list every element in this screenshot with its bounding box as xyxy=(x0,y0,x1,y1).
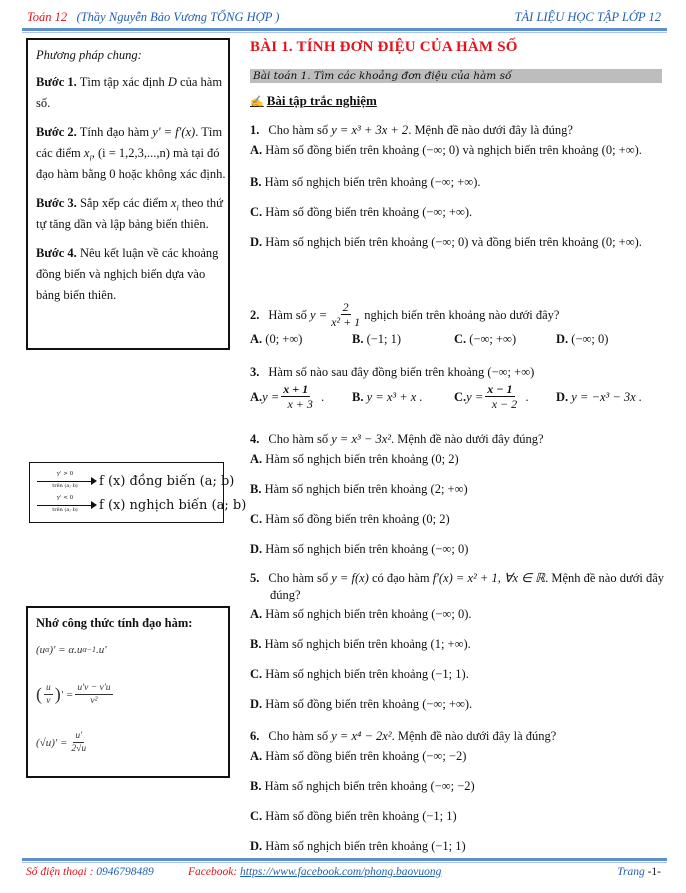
formula-quotient-rule: ( $\frac{u}{v}$ ) ′ = $\frac{u'v - v'u}{\text{v²}}$ xyxy=(36,683,111,706)
step-text: Tìm tập xác định xyxy=(76,75,168,89)
question-text: Cho hàm số xyxy=(268,432,332,446)
option-label: C. xyxy=(250,667,263,681)
formula-part: u'v − v'u xyxy=(77,683,111,693)
question-text: nghịch biến trên khoảng nào dưới đây? xyxy=(364,307,560,322)
question-text: Hàm số xyxy=(268,307,307,322)
answer-option[interactable] xyxy=(454,329,556,349)
option-label: B. xyxy=(352,389,364,404)
question-number: 1. xyxy=(250,123,260,137)
footer-page-number xyxy=(617,866,661,878)
formula-title: Nhớ công thức tính đạo hàm: xyxy=(36,616,193,630)
answer-option[interactable] xyxy=(250,479,665,499)
answer-option[interactable] xyxy=(556,329,608,349)
fraction-numerator: x + 1 xyxy=(283,382,309,396)
step-label: Bước 2. xyxy=(36,125,77,139)
option-text: Hàm số đồng biến trên khoảng (−∞; 0) và nghịch biến trên khoảng (0; +∞). xyxy=(262,143,642,157)
question-5 xyxy=(250,570,665,714)
question-math: y = f(x) xyxy=(331,571,369,585)
option-label: D. xyxy=(250,235,263,249)
option-label: C. xyxy=(250,512,263,526)
fraction-numerator: 2 xyxy=(342,300,349,314)
step-math-sub: i xyxy=(89,153,92,163)
question-text: Cho hàm số xyxy=(268,571,332,585)
rule-condition: y' > 0 xyxy=(56,471,74,477)
option-label: D. xyxy=(250,697,263,711)
question-number: 2. xyxy=(250,307,260,322)
answer-option[interactable] xyxy=(556,387,642,407)
option-text: . xyxy=(321,389,325,404)
implies-arrow-icon xyxy=(37,495,97,515)
answer-option[interactable] xyxy=(250,806,665,826)
formula-power-rule: (u α )' = α.u α−1 .u' xyxy=(36,644,107,656)
rule-decreasing xyxy=(37,494,246,516)
question-math: y = x³ + 3x + 2 xyxy=(331,123,409,137)
option-math: y = xyxy=(466,389,484,404)
header-subject: Toán 12 xyxy=(27,10,68,24)
rule-domain: trên (a; b) xyxy=(52,507,78,513)
step-text: Nêu kết luận về các khoảng đồng biến và nghịch biến dựa vào bảng biến thiên. xyxy=(36,246,219,302)
implies-arrow-icon xyxy=(37,471,97,491)
option-text: (0; +∞) xyxy=(262,332,303,346)
question-text: Hàm số nào sau đây đồng biến trên khoảng (−∞; +∞) xyxy=(268,365,535,379)
answer-option[interactable] xyxy=(250,329,352,349)
rule-domain: trên (a; b) xyxy=(52,483,78,489)
phone-number: 0946798489 xyxy=(96,866,154,878)
answer-option[interactable] xyxy=(352,387,454,407)
option-label: B. xyxy=(352,332,364,346)
option-text: Hàm số đồng biến trên khoảng (0; 2) xyxy=(262,512,450,526)
option-label: A. xyxy=(250,452,263,466)
option-text: (−∞; +∞) xyxy=(466,332,517,346)
formula-sqrt-rule xyxy=(36,730,90,755)
option-text: Hàm số nghịch biến trên khoảng (−∞; 0) và đồng biến trên khoảng (0; +∞). xyxy=(262,235,642,249)
option-text: Hàm số nghịch biến trên khoảng (2; +∞) xyxy=(261,482,468,496)
step-text: Tính đạo hàm xyxy=(76,125,153,139)
question-text: . Mệnh đề nào dưới đây đúng? xyxy=(391,432,544,446)
method-step-3 xyxy=(36,193,228,235)
option-text: Hàm số nghịch biến trên khoảng (−∞; 0). xyxy=(262,607,472,621)
problem-subheading: Bài toán 1. Tìm các khoảng đơn điệu của hàm số xyxy=(250,69,662,83)
option-math: y = xyxy=(262,389,280,404)
option-text: (−∞; 0) xyxy=(568,332,609,346)
method-box xyxy=(26,38,230,350)
formula-part: (√u)' = xyxy=(36,736,68,749)
footer-divider xyxy=(22,858,667,861)
option-math: y = x³ + x . xyxy=(363,389,423,404)
answer-options-row xyxy=(250,329,665,349)
question-stem xyxy=(250,570,665,604)
option-label: D. xyxy=(250,542,263,556)
question-1 xyxy=(250,120,665,252)
header-document-title: TÀI LIỆU HỌC TẬP LỚP 12 xyxy=(514,10,661,24)
rule-result: f (x) nghịch biến (a; b) xyxy=(99,497,247,513)
option-label: C. xyxy=(454,389,467,404)
option-text: Hàm số nghịch biến trên khoảng (−∞; 0) xyxy=(262,542,469,556)
option-label: A. xyxy=(250,749,263,763)
header-author: (Thầy Nguyễn Bảo Vương TỔNG HỢP ) xyxy=(76,10,280,24)
step-math-sub: i xyxy=(176,203,179,213)
formula-part: v² xyxy=(90,696,98,706)
method-step-2 xyxy=(36,122,228,185)
option-label: A. xyxy=(250,389,263,404)
facebook-label: Facebook: xyxy=(188,866,241,878)
formula-part: u xyxy=(46,683,51,693)
facebook-link[interactable]: https://www.facebook.com/phong.baovuong xyxy=(240,866,442,878)
option-label: D. xyxy=(556,389,569,404)
answer-option[interactable] xyxy=(454,382,556,411)
answer-option[interactable] xyxy=(250,232,665,252)
fraction-denominator: x − 2 xyxy=(491,397,518,411)
option-label: C. xyxy=(454,332,467,346)
page-number: -1- xyxy=(647,866,661,878)
answer-option[interactable] xyxy=(250,202,665,222)
option-label: C. xyxy=(250,809,263,823)
page-header-left xyxy=(27,10,279,25)
option-text: Hàm số nghịch biến trên khoảng (0; 2) xyxy=(262,452,459,466)
page-label: Trang xyxy=(617,866,648,878)
step-math: y' = f'(x) xyxy=(152,125,196,139)
question-math: f′(x) = x² + 1, ∀x ∈ ℝ xyxy=(432,571,546,585)
question-2 xyxy=(250,300,665,349)
option-text: Hàm số đồng biến trên khoảng (−∞; −2) xyxy=(262,749,467,763)
question-4 xyxy=(250,429,665,559)
footer-divider-thin xyxy=(22,862,667,863)
question-math: y = x³ − 3x² xyxy=(331,432,391,446)
question-text: . Mệnh đề nào dưới đây là đúng? xyxy=(391,729,557,743)
question-number: 5. xyxy=(250,571,260,585)
derivative-formula-box xyxy=(26,606,230,778)
option-label: A. xyxy=(250,143,263,157)
option-label: B. xyxy=(250,175,262,189)
answer-option[interactable] xyxy=(250,449,665,469)
question-3 xyxy=(250,362,665,411)
section-heading xyxy=(250,93,377,109)
monotonic-rule-box xyxy=(29,462,247,523)
footer-phone xyxy=(26,866,154,878)
option-text: Hàm số đồng biến trên khoảng (−1; 1) xyxy=(262,809,457,823)
footer-facebook xyxy=(188,866,441,878)
writing-hand-icon: ✍ xyxy=(250,96,264,108)
option-label: D. xyxy=(250,839,263,853)
step-math: x xyxy=(83,146,90,160)
option-text: Hàm số đồng biến trên khoảng (−∞; +∞). xyxy=(262,697,473,711)
answer-option[interactable] xyxy=(250,694,665,714)
option-label: D. xyxy=(556,332,569,346)
formula-part: 2√u xyxy=(71,744,87,754)
step-label: Bước 4. xyxy=(36,246,77,260)
option-label: B. xyxy=(250,482,262,496)
option-label: B. xyxy=(250,779,262,793)
phone-label: Số điện thoại : xyxy=(26,866,97,878)
rule-increasing xyxy=(37,470,234,492)
step-text: , (i = 1,2,3,...,n) mà tại đó đạo hàm bằng 0 hoặc không xác định. xyxy=(36,146,226,181)
option-text: Hàm số đồng biến trên khoảng (−∞; +∞). xyxy=(262,205,473,219)
fraction-denominator: x + 3 xyxy=(287,397,313,411)
option-math: y = −x³ − 3x . xyxy=(568,389,642,404)
formula-part: (u xyxy=(36,644,46,656)
step-text: của hàm số. xyxy=(36,75,223,110)
lesson-title: BÀI 1. TÍNH ĐƠN ĐIỆU CỦA HÀM SỐ xyxy=(250,39,518,55)
step-label: Bước 3. xyxy=(36,196,77,210)
question-text: . Mệnh đề nào dưới đây đúng? xyxy=(270,571,665,602)
question-text: Cho hàm số xyxy=(268,729,332,743)
step-text: Sắp xếp các điểm xyxy=(76,196,171,210)
formula-part: u' xyxy=(75,731,83,741)
step-math: x xyxy=(170,196,177,210)
option-text: (−1; 1) xyxy=(363,332,402,346)
question-number: 6. xyxy=(250,729,260,743)
method-step-1 xyxy=(36,72,228,114)
question-number: 3. xyxy=(250,365,260,379)
question-text: có đạo hàm xyxy=(368,571,433,585)
header-divider-thin xyxy=(22,32,667,33)
option-text: Hàm số nghịch biến trên khoảng (−1; 1). xyxy=(262,667,469,681)
rule-condition: y' < 0 xyxy=(56,495,74,501)
fraction-numerator: x − 1 xyxy=(487,382,513,396)
answer-option[interactable] xyxy=(250,746,665,766)
option-text: Hàm số nghịch biến trên khoảng (−1; 1) xyxy=(262,839,466,853)
formula-part: .u' xyxy=(95,644,107,656)
option-label: A. xyxy=(250,607,263,621)
question-math: y = x⁴ − 2x² xyxy=(331,729,392,743)
answer-option[interactable] xyxy=(250,604,665,624)
formula-part: v xyxy=(46,696,51,706)
section-label: Bài tập trắc nghiệm xyxy=(266,93,377,108)
answer-option[interactable] xyxy=(250,539,665,559)
answer-option[interactable] xyxy=(250,382,352,411)
answer-option[interactable] xyxy=(250,836,665,856)
option-text: . xyxy=(525,389,529,404)
answer-option[interactable] xyxy=(250,140,665,160)
fraction-denominator: x² + 1 xyxy=(331,315,361,329)
method-title: Phương pháp chung: xyxy=(36,48,142,62)
step-text: theo thứ tự tăng dần và lập bảng biến thiên. xyxy=(36,196,223,231)
option-text: Hàm số nghịch biến trên khoảng (−∞; −2) xyxy=(261,779,475,793)
formula-part: )' = α.u xyxy=(49,644,83,656)
question-6 xyxy=(250,726,665,856)
answer-option[interactable] xyxy=(250,509,665,529)
option-text: Hàm số nghịch biến trên khoảng (−∞; +∞). xyxy=(261,175,481,189)
answer-option[interactable] xyxy=(250,776,665,796)
option-label: A. xyxy=(250,332,263,346)
question-text: . Mệnh đề nào dưới đây là đúng? xyxy=(408,123,573,137)
header-divider xyxy=(22,28,667,31)
option-label: B. xyxy=(250,637,262,651)
answer-option[interactable] xyxy=(250,172,665,192)
answer-option[interactable] xyxy=(250,634,665,654)
answer-option[interactable] xyxy=(250,664,665,684)
step-text: . Tìm các điểm xyxy=(36,125,223,160)
method-step-4 xyxy=(36,243,228,306)
question-number: 4. xyxy=(250,432,260,446)
option-label: C. xyxy=(250,205,263,219)
step-label: Bước 1. xyxy=(36,75,77,89)
step-math: D xyxy=(167,75,177,89)
answer-option[interactable] xyxy=(352,329,454,349)
question-math: y = xyxy=(310,307,328,322)
answer-options-row xyxy=(250,382,665,411)
option-text: Hàm số nghịch biến trên khoảng (1; +∞). xyxy=(261,637,471,651)
question-text: Cho hàm số xyxy=(268,123,332,137)
rule-result: f (x) đồng biến (a; b) xyxy=(99,473,235,489)
